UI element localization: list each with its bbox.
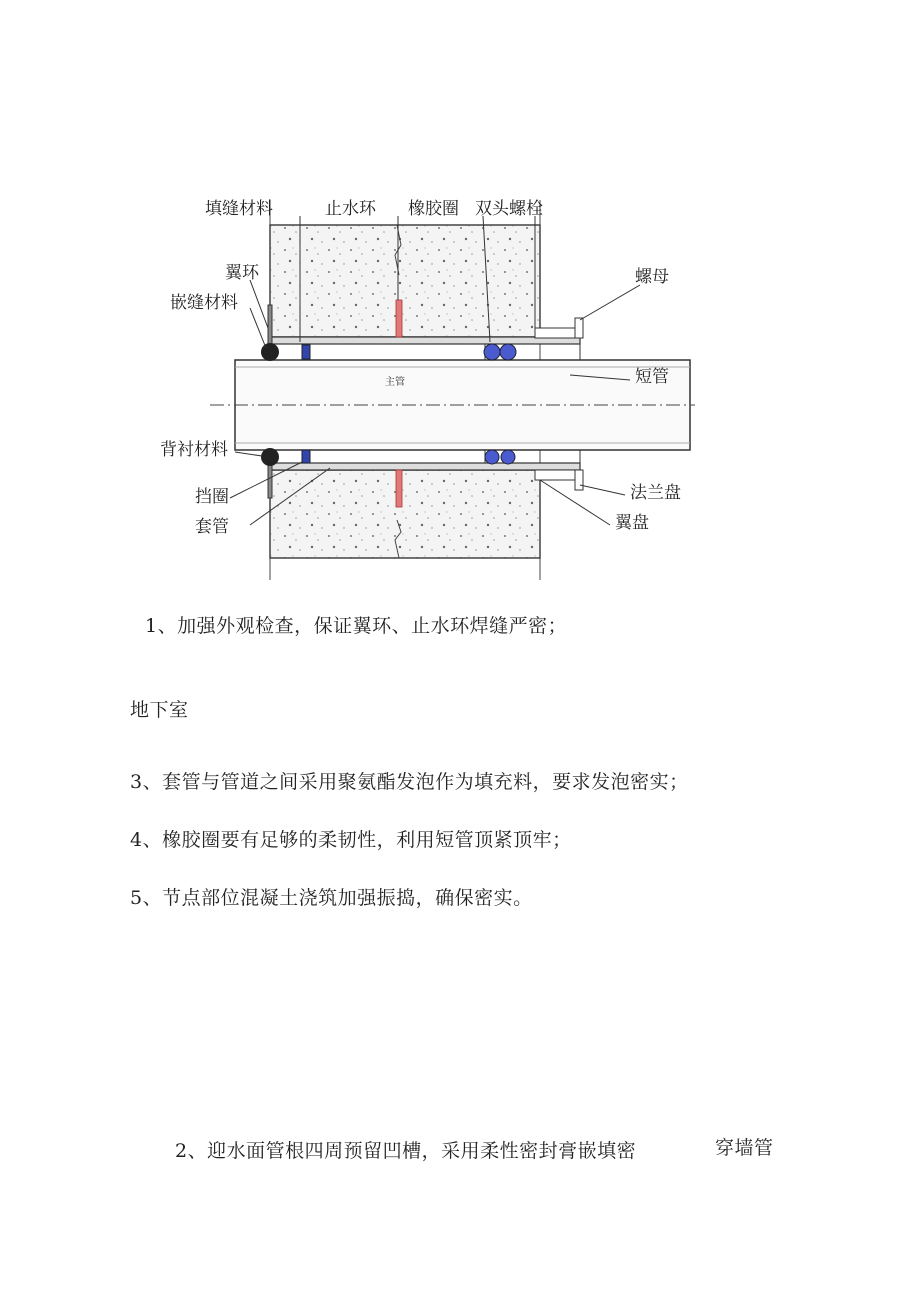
label-filler: 填缝材料 <box>205 199 273 219</box>
label-sleeve: 套管 <box>195 517 229 537</box>
water-stop-ring-bottom <box>396 470 402 507</box>
sleeve-bottom <box>270 463 580 470</box>
paragraph-5: 5、节点部位混凝土浇筑加强振捣，确保密实。 <box>130 887 533 909</box>
label-embed-material: 嵌缝材料 <box>170 293 238 313</box>
label-retainer: 挡圈 <box>195 487 229 507</box>
paragraph-4: 4、橡胶圈要有足够的柔韧性，利用短管顶紧顶牢； <box>130 829 572 851</box>
paragraph-2: 2、迎水面管根四周预留凹槽，采用柔性密封膏嵌填密 <box>175 1140 637 1162</box>
label-nut: 螺母 <box>635 267 669 287</box>
label-water-stop: 止水环 <box>325 199 376 219</box>
concrete-wall-bottom <box>270 470 540 558</box>
pipe-sleeve-diagram <box>150 180 710 580</box>
label-stud-bolt: 双头螺栓 <box>475 199 543 219</box>
wall-pipe-label: 穿墙管 <box>715 1137 774 1159</box>
label-short-pipe: 短管 <box>635 367 669 387</box>
paragraph-1: 1、加强外观检查，保证翼环、止水环焊缝严密； <box>145 615 568 637</box>
wing-ring-bottom <box>268 463 272 498</box>
label-backing: 背衬材料 <box>160 440 228 460</box>
label-rubber-ring: 橡胶圈 <box>408 199 459 219</box>
label-wing-plate: 翼盘 <box>615 513 649 533</box>
water-stop-ring-top <box>396 300 402 337</box>
flange-bottom <box>535 470 580 480</box>
sleeve-top <box>270 337 580 344</box>
label-wing-ring: 翼环 <box>225 263 259 283</box>
label-flange: 法兰盘 <box>630 483 681 503</box>
paragraph-3: 3、套管与管道之间采用聚氨酯发泡作为填充料，要求发泡密实； <box>130 771 689 793</box>
label-main-pipe: 主管 <box>385 377 405 388</box>
flange-top <box>535 328 580 338</box>
basement-heading: 地下室 <box>130 699 189 721</box>
wing-ring-top <box>268 305 272 345</box>
concrete-wall-top <box>270 225 540 337</box>
diagram-svg <box>150 180 710 580</box>
